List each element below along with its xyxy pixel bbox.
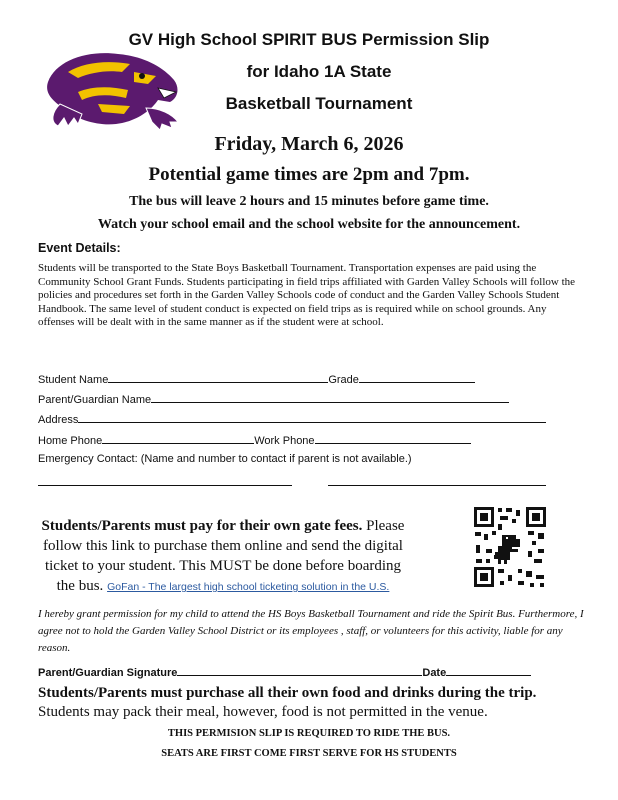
permission-statement: I hereby grant permission for my child to attend the HS Boys Basketball Tournament and ride the Spirit Bus. Furthermore, I agree not to hold the Garden Valley School District or its employees , staff, or volunteers for this activity, liable for any reason. [38,608,584,654]
food-notice-bold: Students/Parents must purchase all their own food and drinks during the trip. [38,685,537,701]
student-name-label: Student Name [38,374,109,386]
emergency-label: Emergency Contact: (Name and number to contact if parent is not available.) [38,453,412,465]
address-row [38,411,546,425]
signature-label: Parent/Guardian Signature [38,667,178,679]
gate-fees-bold: Students/Parents must pay for their own gate fees. [41,518,363,534]
title-line-1: GV High School SPIRIT BUS Permission Slip [128,30,490,49]
parent-name-field[interactable] [151,391,509,403]
home-phone-field[interactable] [102,432,254,444]
tiger-mascot-logo [38,42,186,130]
footer-line-1: THIS PERMISION SLIP IS REQUIRED TO RIDE THE BUS. [167,728,451,739]
title-line-2: for Idaho 1A State [246,62,392,81]
watch-email-notice: Watch your school email and the school website for the announcement. [97,217,521,232]
gofan-link[interactable]: GoFan - The largest high school ticketing solution in the U.S. [107,581,390,593]
event-details-body: Students will be transported to the State Boys Basketball Tournament. Transportation expenses are paid using the Community School Grant Funds. Students participating in field trips affiliated with Garden Valley Schools will follow the policies and procedures set forth in the Garden Valley Schools code of conduct and the Garden Valley Schools Student Handbook. The same level of student conduct is expected on field trips as is required while on school grounds. Any offenses will be dealt with in the same manner as if the student were at school. [38,262,576,328]
food-notice [38,684,558,722]
event-details-heading: Event Details: [38,241,121,255]
signature-row [38,664,531,679]
bus-leave-notice: The bus will leave 2 hours and 15 minutes before game time. [129,194,489,209]
emergency-number-field[interactable] [328,485,546,486]
signature-field[interactable] [177,664,422,676]
work-phone-field[interactable] [315,432,471,444]
student-name-field[interactable] [108,371,328,383]
address-field[interactable] [78,411,546,423]
signature-date-label: Date [422,667,447,679]
food-notice-text: Students may pack their meal, however, food is not permitted in the venue. [38,704,488,720]
home-phone-label: Home Phone [38,435,103,447]
phone-row [38,432,471,446]
work-phone-label: Work Phone [254,435,315,447]
emergency-name-field[interactable] [38,485,292,486]
event-date: Friday, March 6, 2026 [214,133,404,155]
signature-date-field[interactable] [446,664,531,676]
parent-row [38,391,509,405]
parent-name-label: Parent/Guardian Name [38,394,152,406]
student-grade-row [38,371,475,385]
game-times: Potential game times are 2pm and 7pm. [148,164,470,185]
qr-code-icon[interactable] [472,505,548,589]
address-label: Address [38,414,79,426]
gate-fees-text: Please follow this link to purchase them online and send the digital ticket to your student. This MUST be done before boarding the bus. [43,518,405,594]
title-line-3: Basketball Tournament [225,94,413,113]
gate-fees-notice [36,516,410,597]
footer-line-2: SEATS ARE FIRST COME FIRST SERVE FOR HS STUDENTS [161,748,457,759]
grade-label: Grade [328,374,359,386]
grade-field[interactable] [359,371,475,383]
